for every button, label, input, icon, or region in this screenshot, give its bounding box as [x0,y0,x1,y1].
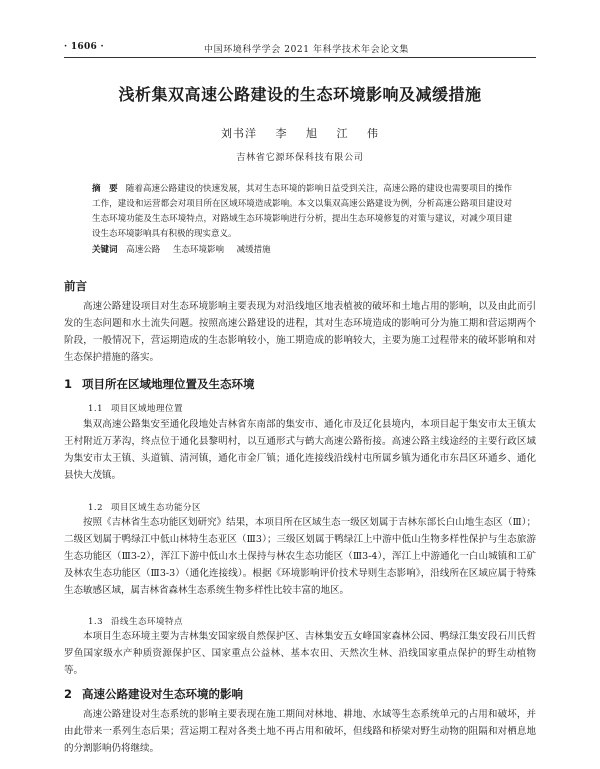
keyword: 减缓措施 [236,245,271,255]
author: 李 旭 [275,127,318,140]
section-number: 1 [64,377,73,391]
section-title: 高速公路建设对生态环境的影响 [82,687,244,701]
section-title: 项目所在区域地理位置及生态环境 [82,377,255,391]
header-rule [64,57,536,58]
page-number: · 1606 · [64,42,104,52]
subsection-title: 项目区域生态功能分区 [111,503,202,513]
abstract-text: 随着高速公路建设的快速发展，其对生态环境的影响日益受到关注，高速公路的建设也需要项目的操作工作，建设和运营都会对项目所在区域环境造成影响。本文以集双高速公路建设为例，分析高速公路项目建设对生态环境功能及生态环境特点，对路域生态环境影响进行分析，提出生态环境修复的对策与建议，对减少项目建设生态环境影响具有积极的现实意义。 [92,184,512,239]
subsection-title: 沿线生态环境特点 [111,617,184,627]
preface-paragraph: 高速公路建设项目对生态环境影响主要表现为对沿线地区地表植被的破坏和土地占用的影响，以及由此而引发的生态问题和水土流失问题。按照高速公路建设的进程，其对生态环境造成的影响可分为施工期和营运期两个阶段，一般情况下，营运期造成的生态影响较小，施工期造成的影响较大，主要为施工过程带来的破坏影响和对生态保护措施的落实。 [64,301,536,363]
subsection-number: 1.2 [88,503,104,513]
subsection-1-1-paragraph: 集双高速公路集安至通化段地处吉林省东南部的集安市、通化市及辽化县境内，本项目起于集安市太王镇太王村附近万茅沟，终点位于通化县黎明村，以互通形式与鹤大高速公路衔接。高速公路主线途经的主要行政区域为集安市太王镇、头道镇、清河镇，通化市金厂镇；通化连接线沿线村屯所属乡镇为通化市东昌区环通乡、通化县快大茂镇。 [64,419,536,481]
subsection-1-3-paragraph: 本项目生态环境主要为吉林集安国家级自然保护区、吉林集安五女峰国家森林公园、鸭绿江集安段石川氏哲罗鱼国家级水产种质资源保护区、国家重点公益林、基本农田、天然次生林、沿线国家重点保护的野生动植物等。 [64,631,536,676]
author-list [0,125,600,141]
section-heading-preface: 前言 [64,279,87,293]
journal-title: 中国环境科学学会 2021 年科学技术年会论文集 [204,45,410,55]
subsection-heading-1-2 [88,501,201,513]
section-heading-2 [64,686,243,702]
affiliation: 吉林省它源环保科技有限公司 [236,153,364,163]
author: 刘书洋 [221,127,257,140]
section-number: 2 [64,687,73,701]
section-2-paragraph: 高速公路建设对生态系统的影响主要表现在施工期间对林地、耕地、水域等生态系统单元的占用和破坏，并由此带来一系列生态后果；营运期工程对各类土地不再占用和破坏，但线路和桥梁对野生动物的阻隔和对栖息地的分割影响仍将继续。 [64,709,536,754]
abstract [92,182,512,242]
subsection-title: 项目区域地理位置 [111,404,184,414]
keywords [92,243,512,255]
keyword: 高速公路 [126,245,161,255]
keywords-label: 关键词 [92,245,118,255]
subsection-heading-1-3 [88,615,183,627]
section-heading-1 [64,376,255,392]
subsection-number: 1.1 [88,404,104,414]
keyword: 生态环境影响 [172,245,224,255]
subsection-number: 1.3 [88,617,104,627]
paper-title: 浅析集双高速公路建设的生态环境影响及减缓措施 [118,85,482,104]
subsection-1-2-paragraph: 按照《吉林省生态功能区划研究》结果，本项目所在区域生态一级区划属于吉林东部长白山地生态区（Ⅲ）；二级区划属于鸭绿江中低山林特生态亚区（Ⅲ3）；三级区划属于鸭绿江上中游中低山生物多样性保护与生态旅游生态功能区（Ⅲ3-2），浑江下游中低山水土保持与林农生态功能区（Ⅲ3-4），浑江上中游通化一白山城镇和工矿及林农生态功能区（Ⅲ3-3）（通化连接线）。根据《环境影响评价技术导则生态影响》，沿线所在区域应属于特殊生态敏感区域，属吉林省森林生态系统生物多样性比较丰富的地区。 [64,517,536,596]
subsection-heading-1-1 [88,402,183,414]
running-header [64,40,534,56]
author: 江 伟 [336,127,379,140]
abstract-label: 摘 要 [92,184,118,194]
